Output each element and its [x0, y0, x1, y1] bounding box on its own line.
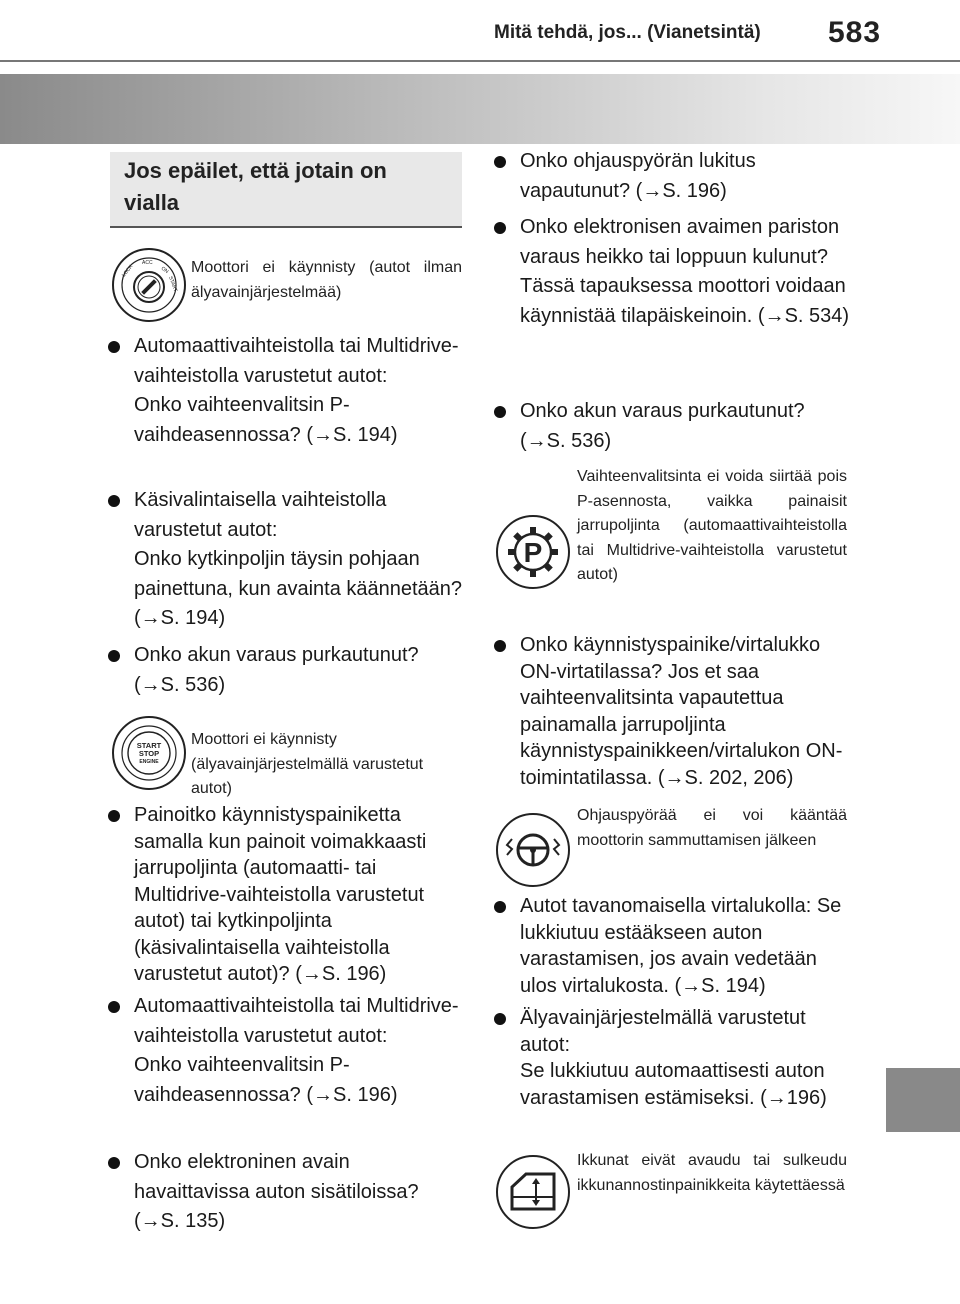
key-label-acc: ACC: [142, 260, 153, 266]
bullet-right-6: Älyavainjärjestelmällä varustetut autot: Se lukkiutuu automaattisesti auton varastamisen estämiseksi. (→196): [520, 1005, 850, 1111]
key-label-on: ON: [159, 265, 170, 275]
start-label: START: [136, 741, 162, 750]
bullet-left-2: Käsivalintaisella vaihteistolla varustetut autot: Onko kytkinpoljin täysin pohjaan painettuna, kun avainta käännetään? (→S. 194): [134, 486, 464, 634]
bullet-left-4: Painoitko käynnistyspainiketta samalla kun painoit voimakkaasti jarrupoljinta (automaatti- tai Multidrive-vaihteistolla varustetut autot) tai kytkinpoljinta (käsivalintaisella vaihteistolla varustetut autot)? (→S. 196): [134, 802, 464, 988]
page-title: Mitä tehdä, jos... (Vianetsintä): [494, 22, 761, 43]
bullet-right-4: Onko käynnistyspainike/virtalukko ON-virtatilassa? Jos et saa vaihteenvalitsinta vapautettua painamalla jarrupoljinta käynnistyspainikkeen/virtalukon ON-toimintatilassa. (→S. 202, 206): [520, 632, 850, 791]
chapter-tab: [886, 1068, 960, 1132]
engine-label: ENGINE: [139, 759, 159, 765]
header-divider: [0, 60, 960, 62]
bullet-right-5: Autot tavanomaisella virtalukolla: Se lukkiutuu estääkseen auton varastamisen, jos avain vedetään ulos virtalukosta. (→S. 194): [520, 893, 850, 999]
note-steering-locked: Ohjauspyörää ei voi kääntää moottorin sammuttamisen jälkeen: [577, 807, 847, 849]
note-shift-lever-stuck: Vaihteenvalitsinta ei voida siirtää pois P-asennosta, vaikka painaisit jarrupoljinta (automaattivaihteistolla tai Multidrive-vaihteistolla varustetut autot): [577, 468, 847, 583]
steering-wheel-icon: [496, 813, 570, 887]
page-number: 583: [828, 16, 882, 49]
section-title: Jos epäilet, että jotain on vialla: [124, 158, 387, 215]
bullet-right-1: Onko ohjauspyörän lukitus vapautunut? (→S. 196): [520, 147, 850, 206]
power-window-icon: [496, 1155, 570, 1229]
park-gear-icon: [496, 515, 570, 589]
section-heading-box: [110, 152, 462, 228]
decorative-band: [0, 74, 960, 144]
note-windows-not-working: Ikkunat eivät avaudu tai sulkeudu ikkunannostinpainikkeita käytettäessä: [577, 1152, 847, 1194]
ignition-key-icon: [112, 248, 186, 322]
page-header: [0, 0, 960, 54]
bullet-left-5: Automaattivaihteistolla tai Multidrive-vaihteistolla varustetut autot: Onko vaihteenvalitsin P-vaihdeasennossa? (→S. 196): [134, 992, 464, 1110]
bullet-left-1: Automaattivaihteistolla tai Multidrive-vaihteistolla varustetut autot: Onko vaihteenvalitsin P-vaihdeasennossa? (→S. 194): [134, 332, 464, 450]
engine-start-stop-icon: [112, 716, 186, 790]
key-label-start: START: [167, 275, 179, 293]
stop-label: STOP: [138, 749, 160, 758]
bullet-left-6: Onko elektroninen avain havaittavissa auton sisätiloissa? (→S. 135): [134, 1148, 454, 1237]
bullet-right-2: Onko elektronisen avaimen pariston varaus heikko tai loppuun kulunut? Tässä tapauksessa moottori voidaan käynnistää tilapäiskeinoin. (→S. 534): [520, 213, 850, 331]
note-engine-smart-key: Moottori ei käynnisty (älyavainjärjestelmällä varustetut autot): [191, 731, 424, 797]
bullet-left-3: Onko akun varaus purkautunut? (→S. 536): [134, 641, 464, 700]
note-engine-no-smart-key: Moottori ei käynnisty (autot ilman älyavainjärjestelmää): [191, 259, 462, 301]
bullet-right-3: Onko akun varaus purkautunut? (→S. 536): [520, 397, 850, 456]
park-gear-label: P: [523, 537, 543, 568]
key-label-lock: LOCK: [120, 263, 135, 279]
